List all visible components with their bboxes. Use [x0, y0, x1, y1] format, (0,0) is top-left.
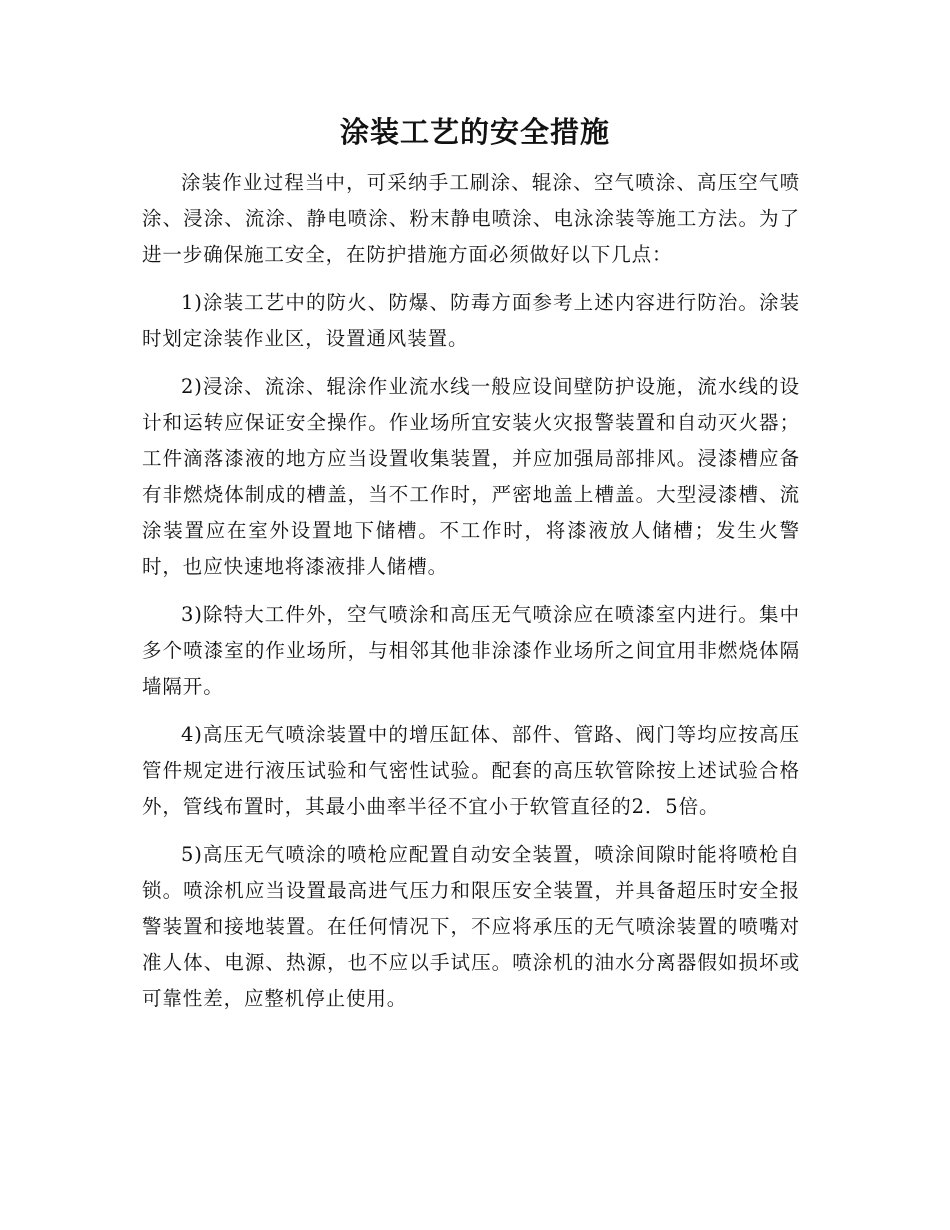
paragraph-item-2: 2)浸涂、流涂、辊涂作业流水线一般应设间壁防护设施，流水线的设计和运转应保证安全操作。作业场所宜安装火灾报警装置和自动灭火器；工件滴落漆液的地方应当设置收集装置，并应加强局部排风。浸漆槽应备有非燃烧体制成的槽盖，当不工作时，严密地盖上槽盖。大型浸漆槽、流涂装置应在室外设置地下储槽。不工作时，将漆液放人储槽；发生火警时，也应快速地将漆液排人储槽。	[142, 375, 800, 578]
paragraph-item-3: 3)除特大工件外，空气喷涂和高压无气喷涂应在喷漆室内进行。集中多个喷漆室的作业场所，与相邻其他非涂漆作业场所之间宜用非燃烧体隔墙隔开。	[142, 603, 800, 698]
document-title: 涂装工艺的安全措施	[339, 115, 610, 149]
paragraph-item-1: 1)涂装工艺中的防火、防爆、防毒方面参考上述内容进行防治。涂装时划定涂装作业区，设置通风装置。	[142, 291, 800, 350]
document-body	[142, 165, 800, 1029]
paragraph-item-5: 5)高压无气喷涂的喷枪应配置自动安全装置，喷涂间隙时能将喷枪自锁。喷涂机应当设置最高进气压力和限压安全装置，并具备超压时安全报警装置和接地装置。在任何情况下，不应将承压的无气喷涂装置的喷嘴对准人体、电源、热源，也不应以手试压。喷涂机的油水分离器假如损坏或可靠性差，应整机停止使用。	[142, 843, 800, 1010]
paragraph-intro: 涂装作业过程当中，可采纳手工刷涂、辊涂、空气喷涂、高压空气喷涂、浸涂、流涂、静电喷涂、粉末静电喷涂、电泳涂装等施工方法。为了进一步确保施工安全，在防护措施方面必须做好以下几点：	[142, 171, 800, 266]
paragraph-item-4: 4)高压无气喷涂装置中的增压缸体、部件、管路、阀门等均应按高压管件规定进行液压试验和气密性试验。配套的高压软管除按上述试验合格外，管线布置时，其最小曲率半径不宜小于软管直径的2．5倍。	[142, 723, 800, 818]
